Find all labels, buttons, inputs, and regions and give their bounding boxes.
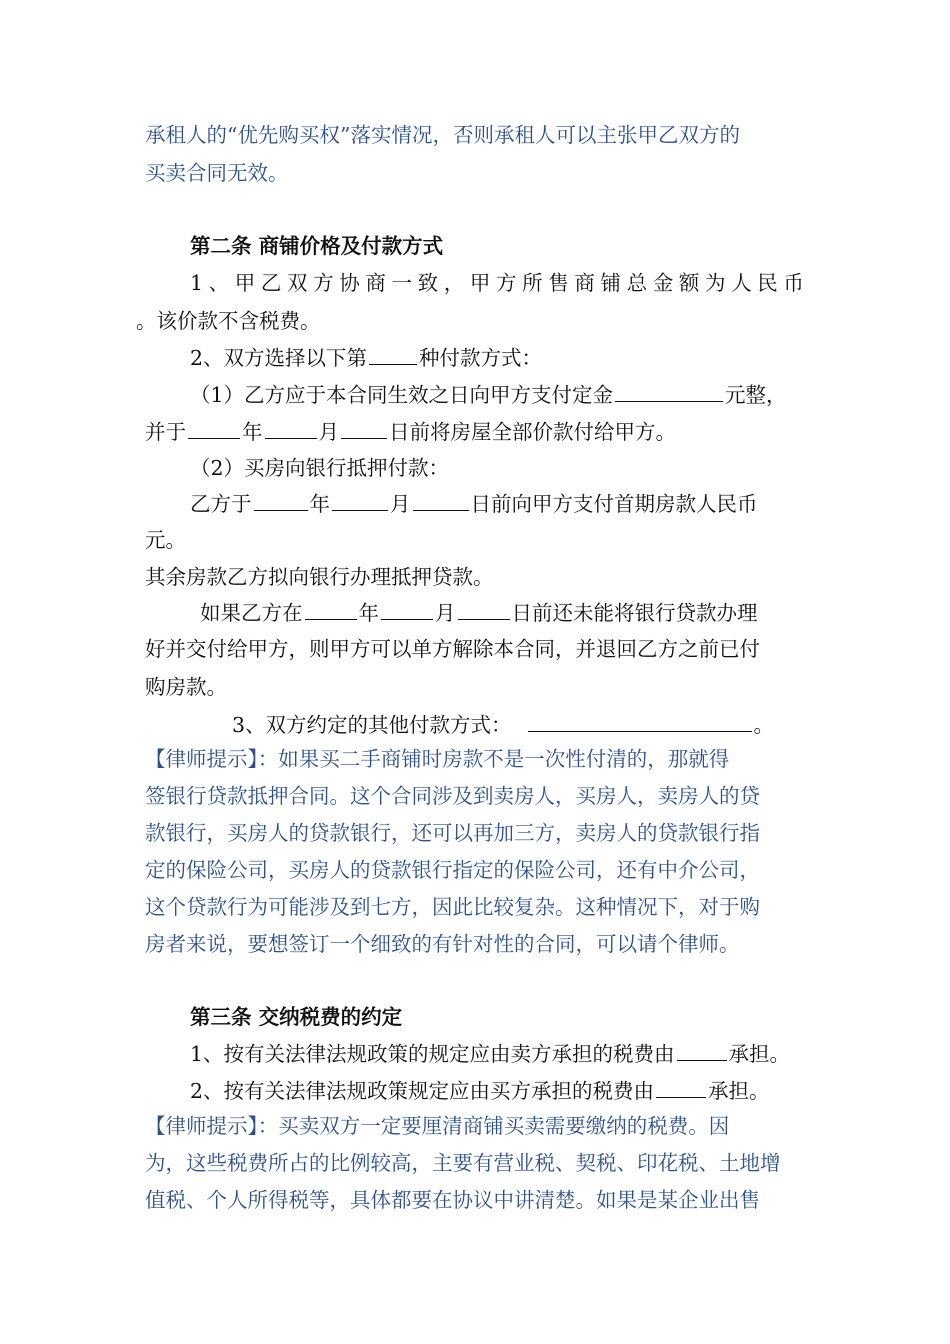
- lawyer-tip-line: 【律师提示】：买卖双方一定要厘清商铺买卖需要缴纳的税费。因: [145, 1114, 730, 1138]
- text-line: [190, 1077, 770, 1104]
- text-line: [190, 490, 758, 517]
- justified-chars: [190, 270, 804, 296]
- year-blank[interactable]: [305, 599, 357, 620]
- text-line: [145, 418, 676, 445]
- month-blank[interactable]: [381, 599, 433, 620]
- justified-char: 协: [339, 271, 360, 295]
- text-segment: 月: [318, 420, 339, 444]
- other-payment-blank[interactable]: [528, 711, 752, 732]
- text-segment: 日前将房屋全部价款付给甲方。: [389, 420, 676, 444]
- lawyer-tip-line: 值税、个人所得税等，具体都要在协议中讲清楚。如果是某企业出售: [145, 1188, 760, 1212]
- text-segment: 年: [309, 492, 330, 516]
- year-blank[interactable]: [188, 418, 240, 439]
- justified-char: 甲: [234, 271, 256, 295]
- text-segment: 月: [435, 601, 456, 625]
- year-blank[interactable]: [254, 490, 308, 511]
- day-blank[interactable]: [458, 599, 510, 620]
- article-2-title: 第二条 商铺价格及付款方式: [190, 234, 444, 258]
- blank-field[interactable]: [369, 344, 417, 365]
- text-line: [200, 599, 758, 626]
- lawyer-tip-line: 这个贷款行为可能涉及到七方，因此比较复杂。这种情况下，对于购: [145, 895, 760, 919]
- justified-char: 甲: [469, 271, 491, 295]
- justified-char: 乙: [260, 271, 282, 295]
- text-segment: 1、按有关法律法规政策的规定应由卖方承担的税费由: [190, 1042, 675, 1066]
- justified-char: 为: [705, 271, 726, 295]
- day-blank[interactable]: [341, 418, 387, 439]
- month-blank[interactable]: [332, 490, 388, 511]
- justified-char: 铺: [600, 271, 622, 295]
- text-segment: 。: [753, 713, 775, 737]
- justified-char: 1: [190, 271, 204, 295]
- justified-char: 商: [574, 271, 595, 295]
- text-segment: 年: [358, 601, 379, 625]
- justified-char: 一: [391, 271, 413, 295]
- text-segment: （1）乙方应于本合同生效之日向甲方支付定金: [190, 383, 614, 407]
- text-line: 元。: [145, 528, 186, 552]
- lawyer-tip-line: 签银行贷款抵押合同。这个合同涉及到卖房人，买房人，卖房人的贷: [145, 784, 760, 808]
- lawyer-tip-line: 【律师提示】：如果买二手商铺时房款不是一次性付清的，那就得: [145, 747, 730, 771]
- text-line: 其余房款乙方拟向银行办理抵押贷款。: [145, 565, 494, 589]
- justified-char: 总: [626, 271, 648, 295]
- lawyer-tip-line: 房者来说，要想签订一个细致的有针对性的合同，可以请个律师。: [145, 932, 740, 956]
- text-segment: 年: [242, 420, 263, 444]
- text-segment: 承担。: [728, 1042, 791, 1066]
- lawyer-tip-line: 款银行，买房人的贷款银行，还可以再加三方，卖房人的贷款银行指: [145, 821, 760, 845]
- lawyer-tip-line: 为，这些税费所占的比例较高，主要有营业税、契税、印花税、土地增: [145, 1151, 781, 1175]
- text-line: [232, 711, 774, 738]
- justified-char: 、: [208, 271, 230, 295]
- deposit-amount-blank[interactable]: [615, 381, 723, 402]
- day-blank[interactable]: [413, 490, 469, 511]
- justified-char: 方: [313, 271, 334, 295]
- text-line: 购房款。: [145, 675, 227, 699]
- text-line: 承租人的“优先购买权”落实情况，否则承租人可以主张甲乙双方的: [145, 123, 740, 147]
- justified-char: 额: [678, 271, 700, 295]
- text-line: [190, 1040, 790, 1067]
- text-segment: 日前向甲方支付首期房款人民币: [470, 492, 758, 516]
- text-line: [190, 381, 787, 408]
- month-blank[interactable]: [265, 418, 317, 439]
- text-segment: 如果乙方在: [200, 601, 303, 625]
- text-segment: 承担。: [708, 1079, 770, 1103]
- text-segment: 2、按有关法律法规政策规定应由买方承担的税费由: [190, 1079, 655, 1103]
- text-line: 好并交付给甲方，则甲方可以单方解除本合同，并退回乙方之前已付: [145, 637, 760, 661]
- justified-char: 所: [522, 271, 543, 295]
- justified-char: 致: [417, 271, 439, 295]
- text-segment: 日前还未能将银行贷款办理: [511, 601, 758, 625]
- justified-char: 商: [365, 271, 386, 295]
- justified-char: 民: [757, 271, 778, 295]
- text-line-justified: [190, 270, 804, 296]
- lawyer-tip-line: 定的保险公司，买房人的贷款银行指定的保险公司，还有中介公司，: [145, 858, 760, 882]
- justified-char: 人: [731, 271, 752, 295]
- buyer-tax-party-blank[interactable]: [656, 1077, 706, 1098]
- text-segment: 并于: [145, 420, 186, 444]
- justified-char: 售: [548, 271, 569, 295]
- text-line: （2）买房向银行抵押付款：: [190, 456, 450, 480]
- justified-char: 方: [496, 271, 517, 295]
- text-line: [190, 344, 542, 371]
- text-segment: 3、双方约定的其他付款方式：: [232, 713, 512, 737]
- text-segment: 种付款方式：: [419, 346, 543, 370]
- text-line: 。该价款不含税费。: [136, 309, 321, 333]
- text-segment: 月: [390, 492, 411, 516]
- justified-char: 双: [287, 271, 308, 295]
- text-line: 买卖合同无效。: [145, 161, 289, 185]
- text-segment: 元整，: [725, 383, 787, 407]
- seller-tax-party-blank[interactable]: [677, 1040, 727, 1061]
- justified-char: 币: [783, 271, 804, 295]
- justified-char: 金: [652, 271, 674, 295]
- article-3-title: 第三条 交纳税费的约定: [190, 1005, 403, 1029]
- text-segment: 2、双方选择以下第: [190, 346, 368, 370]
- justified-char: ，: [443, 271, 465, 295]
- text-segment: 乙方于: [190, 492, 252, 516]
